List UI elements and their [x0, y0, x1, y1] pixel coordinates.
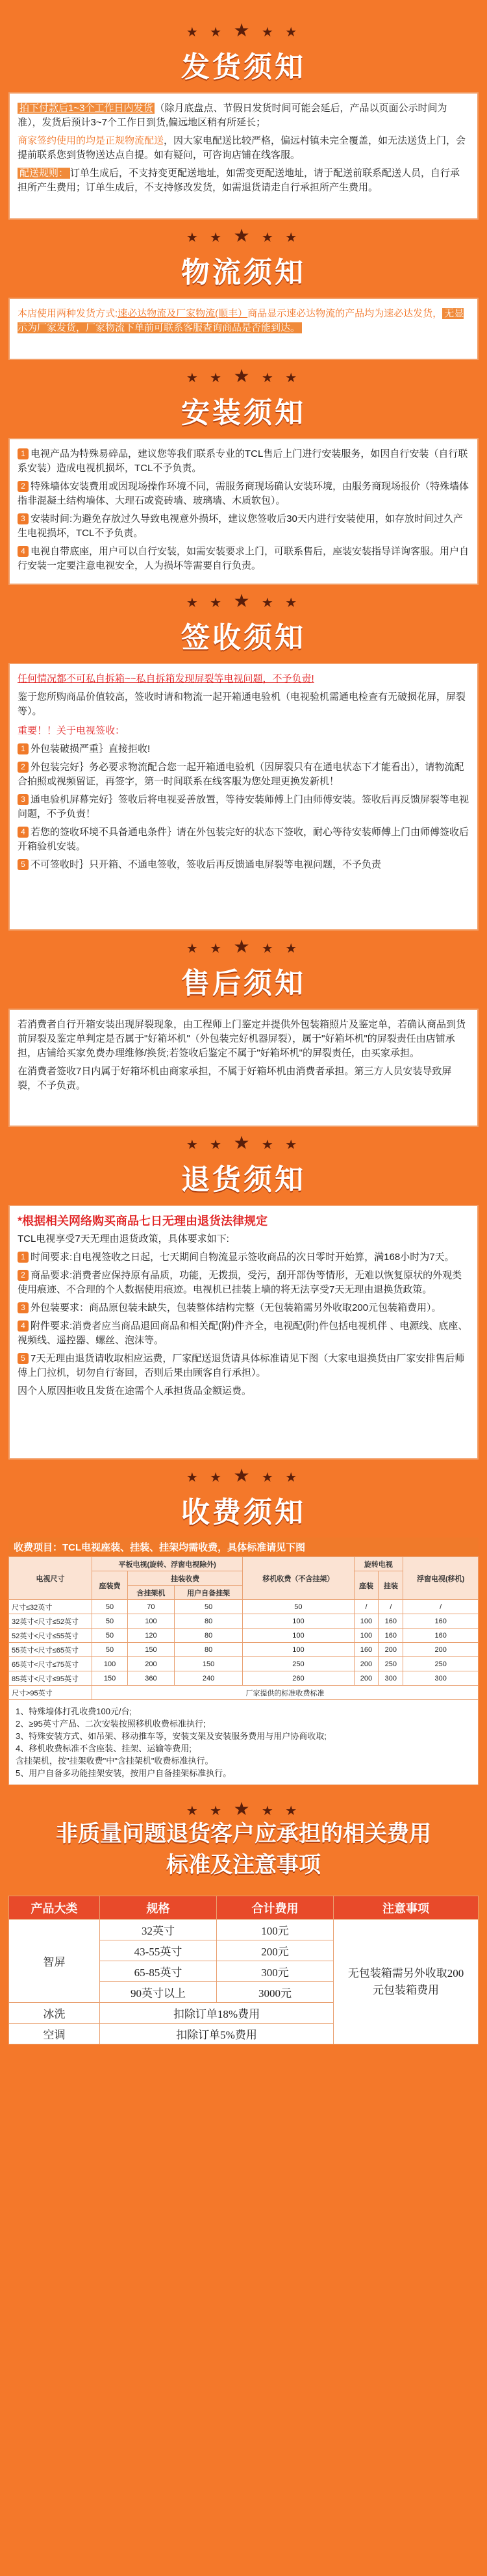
sign-item: 1 外包装破损严重｝直接拒收!	[18, 742, 469, 756]
install-section	[8, 360, 479, 585]
aftersale-p2: 在消费者签收7日内属于好箱坏机由商家承担，不属于好箱坏机由消费者承担。第三方人员安装导致屏裂，不予负责。	[18, 1066, 452, 1091]
returns-section	[8, 1127, 479, 1460]
sign-item: 5 不可签收时｝只开箱、不通电签收，签收后再反馈通电屏裂等电视问题，不予负责	[18, 858, 469, 872]
delivery-p2-text: ，因大家电配送比较严格，偏远村镇未完全覆盖，如无法送货上门，会提前联系您到货物送达点自提。如有疑问，可咨询店铺在线客服。	[18, 135, 466, 161]
cost-cat-smart: 智屏	[9, 1920, 100, 2003]
logistics-card	[8, 298, 479, 360]
logistics-text-b: 速必达物流及厂家物流(顺丰）	[118, 308, 248, 319]
fees-notes: 1、特殊墙体打孔收费100元/台; 2、≥95英寸产品、二次安装按照移机收费标准执行; 3、特殊安装方式、如吊架、移动推车等，安装支架及安装服务费用与用户协商收取; 4、移机收费标准不含座装、挂架、运输等费用; 含挂架机，按"挂架收费"中"含挂架机"收费标准执行。 5、用户自备多功能挂架安装，按用户自备挂架标准执行。	[8, 1700, 479, 1785]
logistics-text-d: 无显示为厂家发货，厂家物流下单前可联系客服查询商品是否能到达。	[18, 308, 464, 333]
delivery-p1-text: （除月底盘点、节假日发货时间可能会延后，产品以页面公示时间为准），发货后预计3~7个工作日到货,偏远地区稍有所延长；	[18, 103, 447, 128]
delivery-header	[8, 14, 479, 92]
install-item: 2 特殊墙体安装费用或因现场操作环境不同，需服务商现场确认安装环境，由服务商现场报价（特殊墙体指非混凝土结构墙体、大理石或瓷砖墙、玻璃墙、木质软包）。	[18, 481, 469, 506]
fees-bar: 收费项目：TCL电视座装、挂装、挂架均需收费，具体标准请见下图	[8, 1538, 479, 1556]
returns-title: 退货须知	[181, 1163, 306, 1196]
sign-item: 2 外包装完好｝务必要求物流配合您一起开箱通电验机（因屏裂只有在通电状态下才能看出），请物流配合拍照或视频留证，再签字，第一时间联系在线客服为您处理更换发新机！	[18, 762, 464, 787]
fees-header	[8, 1460, 479, 1538]
delivery-card	[8, 92, 479, 220]
returns-item: 5 7天无理由退货请收取相应运费，厂家配送退货请具体标准请见下图（大家电退换货由厂家安排售后师傅上门拉机，切勿自行寄回，否则后果由顾客自行承担）。	[18, 1353, 465, 1378]
cost-header	[8, 1785, 479, 1896]
aftersale-title: 售后须知	[181, 967, 306, 1000]
fees-title: 收费须知	[181, 1496, 306, 1529]
table-row: 智屏 32英寸 100元 无包装箱需另外收取200元包装箱费用	[9, 1920, 479, 1940]
delivery-rule-text: 订单生成后，不支持变更配送地址，如需变更配送地址，请于配送前联系配送人员，自行承担所产生费用；订单生成后，不支持修改发货，如需退货请走自行承担所产生费用。	[18, 168, 460, 193]
logistics-header	[8, 220, 479, 298]
logistics-title: 物流须知	[181, 256, 306, 289]
cost-h-fee: 合计费用	[217, 1896, 334, 1920]
sign-key-title: 重要！！关于电视签收：	[18, 725, 125, 736]
install-header	[8, 360, 479, 438]
fees-h-group1: 平板电视(旋转、浮窗电视除外)	[92, 1557, 243, 1571]
returns-item: 3 外包装要求：商品原包装未缺失，包装整体结构完整（无包装箱需另外收取200元包装箱费用）。	[18, 1301, 469, 1315]
star-icon: ★ ★ ★ ★ ★	[186, 1132, 301, 1153]
cost-section	[8, 1785, 479, 2044]
fees-h-hang2: 挂装	[379, 1571, 403, 1600]
table-row: 65英寸<尺寸≤75英寸 100 200 150 250 200 250 250	[9, 1657, 479, 1671]
aftersale-p1: 若消费者自行开箱安装出现屏裂现象，由工程师上门鉴定并提供外包装箱照片及鉴定单，若确认商品到货前屏裂及鉴定单判定是否属于"好箱坏机"（外包装完好机器屏裂），属于"好箱坏机"的屏裂责任由店铺承担，店铺给买家免费办理维修/换货;若签收后鉴定不属于"好箱坏机"的屏裂责任，由买家承担。	[18, 1019, 466, 1059]
table-row: 32英寸<尺寸≤52英寸 50 100 80 100 100 160 160	[9, 1614, 479, 1629]
star-icon: ★ ★ ★ ★ ★	[186, 936, 301, 957]
cost-title-2: 标准及注意事项	[166, 1853, 321, 1877]
fees-h-hang: 挂装收费	[128, 1571, 243, 1586]
fees-h-user-rack: 用户自备挂架	[174, 1586, 242, 1600]
table-row: 尺寸≤32英寸 50 70 50 50 / / /	[9, 1600, 479, 1614]
install-title: 安装须知	[181, 396, 306, 430]
returns-item: 2 商品要求:消费者应保持原有品质，功能，无拨损，受污，刮开部伪等情形，无难以恢复原状的外观类使用痕迹、不合理的个人数据使用痕迹。电视机已挂装上墙的将无法享受7天无理由退换货政策。	[18, 1270, 462, 1295]
fees-h-seat: 座装费	[92, 1571, 128, 1600]
fees-table	[8, 1556, 479, 1700]
logistics-section	[8, 220, 479, 360]
delivery-rule-tag: 配送规则：	[18, 168, 70, 179]
returns-header	[8, 1127, 479, 1205]
star-icon: ★ ★ ★ ★ ★	[186, 19, 301, 41]
sign-warning: 任何情况都不可私自拆箱~~私自拆箱发现屏裂等电视问题，不予负责!	[18, 673, 314, 684]
install-item: 1 电视产品为特殊易碎品，建议您等我们联系专业的TCL售后上门进行安装服务，如因自行安装（自行联系安装）造成电视机损坏，TCL不予负责。	[18, 448, 468, 474]
install-card	[8, 438, 479, 585]
install-item: 3 安装时间:为避免存放过久导致电视意外损坏，建议您签收后30天内进行安装使用，如存放时间过久产生电视损坏，TCL不予负责。	[18, 513, 463, 539]
sign-card	[8, 663, 479, 931]
fees-h-seat2: 座装	[354, 1571, 379, 1600]
table-row: 空调 扣除订单5%费用	[9, 2024, 479, 2044]
star-icon: ★ ★ ★ ★ ★	[186, 1465, 301, 1486]
logistics-text-a: 本店使用两种发货方式:	[18, 308, 118, 319]
delivery-p2-highlight: 商家签约使用的均是正规物流配送	[18, 135, 164, 146]
fees-section	[8, 1460, 479, 1785]
delivery-p1-highlight: 拍下付款后1~3个工作日内发货	[18, 103, 155, 114]
returns-item: 1 时间要求:自电视签收之日起，七天期间自物流显示签收商品的次日零时开始算，满168小时为7天。	[18, 1250, 469, 1265]
sign-intro: 鉴于您所购商品价值较高，签收时请和物流一起开箱通电验机（电视验机需通电检查有无破损花屏，屏裂等）。	[18, 691, 466, 717]
fees-h-group2: 旋转电视	[354, 1557, 403, 1571]
cost-note: 无包装箱需另外收取200元包装箱费用	[334, 1920, 479, 2044]
fees-h-with-rack: 含挂架机	[128, 1586, 175, 1600]
table-row: 43-55英寸 200元	[9, 1940, 479, 1961]
install-item: 4 电视自带底座，用户可以自行安装，如需安装要求上门，可联系售后，座装安装指导详询客服。用户自行安装一定要注意电视安全，人为损坏等需要自行负责。	[18, 546, 469, 571]
star-icon: ★ ★ ★ ★ ★	[186, 225, 301, 246]
returns-end: 因个人原因拒收且发货在途需个人承担货品金额运费。	[18, 1385, 252, 1397]
table-row: 90英寸以上 3000元	[9, 1982, 479, 2003]
aftersale-header	[8, 931, 479, 1009]
delivery-title: 发货须知	[181, 51, 306, 84]
fees-card	[8, 1538, 479, 1785]
sign-item: 3 通电验机屏幕完好｝签收后将电视妥善放置，等待安装师傅上门由师傅安装。签收后再反馈屏裂等电视问题，不予负责！	[18, 794, 469, 819]
fees-h-size: 电视尺寸	[9, 1557, 92, 1600]
sign-item: 4 若您的签收环境不具备通电条件｝请在外包装完好的状态下签收，耐心等待安装师傅上门由师傅签收后开箱验机安装。	[18, 827, 469, 852]
cost-table	[8, 1896, 479, 2044]
aftersale-card	[8, 1009, 479, 1127]
fees-h-float: 浮窗电视(移机)	[403, 1557, 479, 1600]
logistics-text-c: 商品显示速必达物流的产品均为速必达发货，	[247, 308, 443, 319]
aftersale-section	[8, 931, 479, 1127]
table-row: 冰洗 扣除订单18%费用	[9, 2003, 479, 2024]
table-row: 52英寸<尺寸≤55英寸 50 120 80 100 100 160 160	[9, 1629, 479, 1643]
table-row: 55英寸<尺寸≤65英寸 50 150 80 100 160 200 200	[9, 1643, 479, 1657]
returns-law: *根据相关网络购买商品七日无理由退货法律规定	[18, 1215, 268, 1228]
sign-title: 签收须知	[181, 621, 306, 654]
table-row: 65-85英寸 300元	[9, 1961, 479, 1982]
sign-header	[8, 585, 479, 663]
sign-section	[8, 585, 479, 931]
table-row: 尺寸>95英寸 厂家提供的标准收费标准	[9, 1686, 479, 1700]
star-icon: ★ ★ ★ ★ ★	[186, 590, 301, 612]
delivery-section	[8, 14, 479, 220]
table-row: 85英寸<尺寸≤95英寸 150 360 240 260 200 300 300	[9, 1671, 479, 1686]
cost-h-spec: 规格	[100, 1896, 217, 1920]
cost-title-1: 非质量问题退货客户应承担的相关费用	[56, 1822, 431, 1846]
star-icon: ★ ★ ★ ★ ★	[186, 1798, 301, 1820]
returns-item: 4 附件要求:消费者应当商品退回商品和相关配(附)件齐全，电视配(附)件包括电视机伴 、电源线、底座、视频线、遥控器、螺丝、泡沫等。	[18, 1320, 468, 1346]
cost-h-cat: 产品大类	[9, 1896, 100, 1920]
cost-h-note: 注意事项	[334, 1896, 479, 1920]
fees-h-move: 移机收费（不含挂架）	[243, 1557, 354, 1600]
returns-intro: TCL电视享受7天无理由退货政策，具体要求如下:	[18, 1233, 229, 1244]
returns-card	[8, 1205, 479, 1460]
star-icon: ★ ★ ★ ★ ★	[186, 365, 301, 387]
